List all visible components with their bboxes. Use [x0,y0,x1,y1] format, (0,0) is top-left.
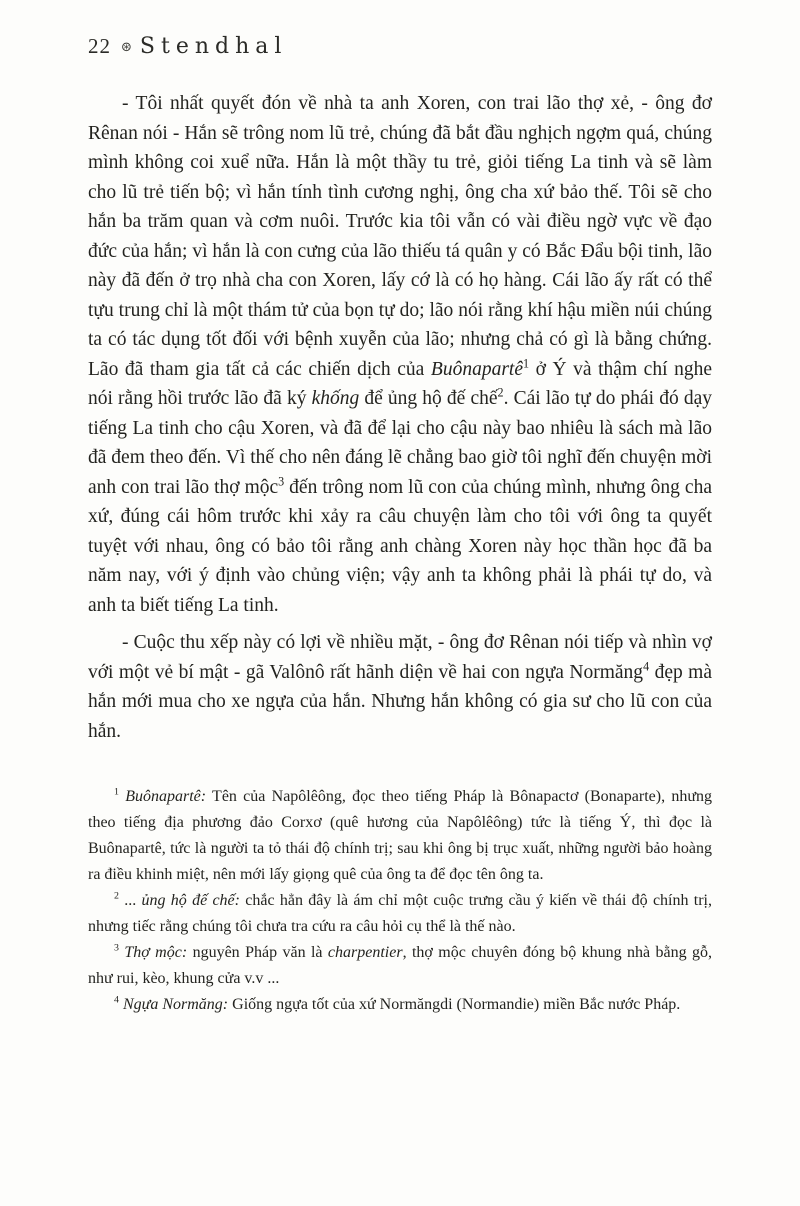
text-segment: charpentier [327,944,403,961]
text-segment: - Cuộc thu xếp này có lợi về nhiều mặt, - ông đơ Rênan nói tiếp và nhìn vợ với một vẻ bí mật - gã Valônô rất hãnh diện về hai con ngựa Normăng [88,632,712,683]
body-paragraphs [88,89,712,746]
text-segment: . Cái lão tự do phái đó dạy tiếng La tinh cho cậu Xoren, và đã để lại cho cậu này bao nhiêu là sách mà lão đã đem theo đến. Vì thế cho nên đáng lẽ chẳng bao giờ tôi nghĩ đến chuyện mời anh con trai lão thợ mộc [88,388,712,498]
footnote-marker: 2 [114,890,119,902]
footnote-marker: 4 [114,994,119,1006]
paragraph-2 [88,628,712,746]
text-segment: ủng hộ đế chế: [141,892,240,909]
footnote-3 [88,940,712,992]
footnote-marker: 1 [114,786,119,798]
text-segment: , thợ mộc chuyên đóng bộ khung nhà bằng gỗ, như rui, kèo, khung cửa v.v ... [88,944,713,987]
page-number: 22 [88,34,111,58]
text-segment: ... [118,892,142,909]
footnote-marker: 2 [497,385,504,400]
page-header [88,34,712,59]
ornament-icon: ⊛ [121,40,132,55]
paragraph-1 [88,89,712,620]
text-segment: Thợ mộc: [118,944,188,961]
text-segment: đẹp mà hắn mới mua cho xe ngựa của hắn. Nhưng hắn không có gia sư cho lũ con của hắn. [88,661,712,742]
text-segment: Buônapartê [430,358,523,380]
footnote-marker: 3 [278,474,285,488]
text-segment: Buônapartê: [118,788,207,805]
text-segment: khống [311,388,360,409]
text-segment: Giống ngựa tốt của xứ Normăngdi (Normandie) miền Bắc nước Pháp. [228,996,681,1013]
footnote-marker: 4 [643,659,650,673]
footnote-marker: 3 [114,942,119,954]
running-head-author: Stendhal [139,34,288,59]
text-segment: nguyên Pháp văn là [187,944,328,961]
text-segment: ở Ý và thậm chí nghe nói rằng hồi trước lão đã ký [88,358,712,409]
text-segment: Tên của Napôlêông, đọc theo tiếng Pháp là Bônapactơ (Bonaparte), nhưng theo tiếng địa phương đảo Corxơ (quê hương của Napôlêông) tức là tiếng Ý, thì đọc là Buônapartê, tức là người ta tỏ thái độ chính trị; sau khi ông bị trục xuất, những người bảo hoàng ra điều khinh miệt, nên mới lấy giọng quê của ông ta để đọc tên ông ta. [88,788,713,883]
text-segment: để ủng hộ đế chế [359,388,498,409]
text-segment: chắc hẳn đây là ám chỉ một cuộc trưng cầu ý kiến về thái độ chính trị, nhưng tiếc rằng chúng tôi chưa tra cứu ra câu hỏi cụ thể là thế nào. [88,892,713,935]
footnotes [88,784,712,1018]
footnote-marker: 1 [522,356,530,370]
footnote-4 [88,992,712,1018]
text-segment: - Tôi nhất quyết đón về nhà ta anh Xoren, con trai lão thợ xẻ, - ông đơ Rênan nói - Hắn sẽ trông nom lũ trẻ, chúng đã bắt đầu nghịch ngợm quá, chúng mình không coi xuể nữa. Hắn là một thầy tu trẻ, giỏi tiếng La tinh và sẽ làm cho lũ trẻ tiến bộ; vì hắn tính tình cương nghị, ông cha xứ bảo thế. Tôi sẽ cho hắn ba trăm quan và cơm nuôi. Trước kia tôi vẫn có vài điều ngờ vực về đạo đức của hắn; vì hắn là con cưng của lão thiếu tá quân y có Bắc Đẩu bội tinh, lão này đã đến ở trọ nhà cha con Xoren, lấy cớ là có họ hàng. Cái lão ấy rất có thể tựu trung chỉ là một thám tử của bọn tự do; lão nói rằng khí hậu miền núi chúng ta có tác dụng tốt đối với bệnh xuyễn của lão; nhưng chả có gì là bằng chứng. Lão đã tham gia tất cả các chiến dịch của [88,93,712,380]
footnote-1 [88,784,712,888]
footnote-2 [88,888,712,940]
text-segment: Ngựa Normăng: [118,996,229,1013]
text-segment: đến trông nom lũ con của chúng mình, nhưng ông cha xứ, đúng cái hôm trước khi xảy ra câu chuyện làm cho tôi với ông ta quyết tuyệt với nhau, ông có bảo tôi rằng anh chàng Xoren này học thần học đã ba năm nay, với ý định vào chủng viện; vậy anh ta không phải là phái tự do, và anh ta biết tiếng La tinh. [88,476,712,616]
